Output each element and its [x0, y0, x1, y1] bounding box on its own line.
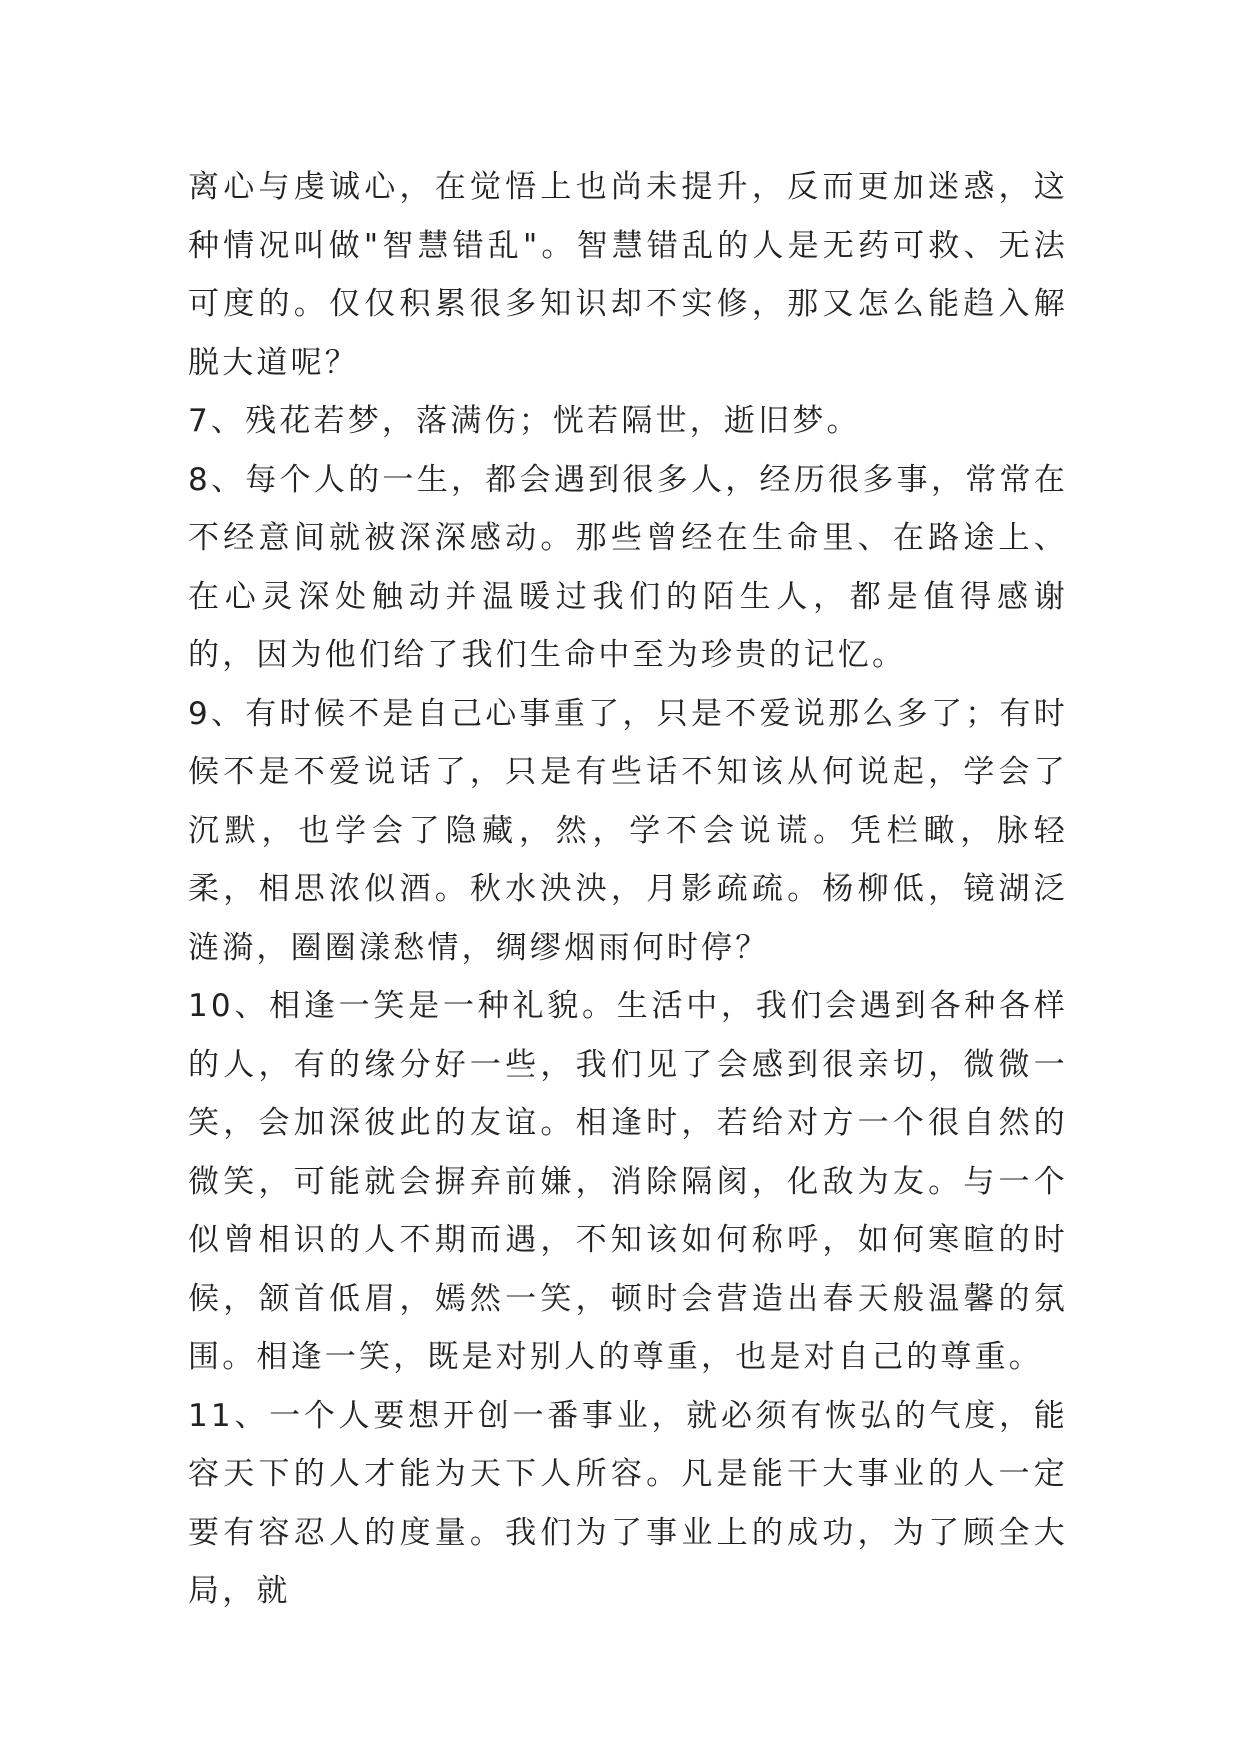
document-body — [188, 158, 1068, 1621]
paragraph-item-10: 10、相逢一笑是一种礼貌。生活中，我们会遇到各种各样的人，有的缘分好一些，我们见了会感到很亲切，微微一笑，会加深彼此的友谊。相逢时，若给对方一个很自然的微笑，可能就会摒弃前嫌，消除隔阂，化敌为友。与一个似曾相识的人不期而遇，不知该如何称呼，如何寒暄的时候，颔首低眉，嫣然一笑，顿时会营造出春天般温馨的氛围。相逢一笑，既是对别人的尊重，也是对自己的尊重。 — [188, 988, 1068, 1375]
paragraph-continued: 离心与虔诚心，在觉悟上也尚未提升，反而更加迷惑，这种情况叫做"智慧错乱"。智慧错乱的人是无药可救、无法可度的。仅仅积累很多知识却不实修，那又怎么能趋入解脱大道呢？ — [188, 169, 1068, 381]
paragraph-item-7: 7、残花若梦，落满伤；恍若隔世，逝旧梦。 — [188, 403, 861, 439]
paragraph-item-11: 11、一个人要想开创一番事业，就必须有恢弘的气度，能容天下的人才能为天下人所容。凡是能干大事业的人一定要有容忍人的度量。我们为了事业上的成功，为了顾全大局，就 — [188, 1397, 1068, 1609]
paragraph-item-8: 8、每个人的一生，都会遇到很多人，经历很多事，常常在不经意间就被深深感动。那些曾经在生命里、在路途上、在心灵深处触动并温暖过我们的陌生人，都是值得感谢的，因为他们给了我们生命中至为珍贵的记忆。 — [188, 461, 1068, 673]
paragraph-item-9: 9、有时候不是自己心事重了，只是不爱说那么多了；有时候不是不爱说话了，只是有些话不知该从何说起，学会了沉默，也学会了隐藏，然，学不会说谎。凭栏瞰，脉轻柔，相思浓似酒。秋水泱泱，月影疏疏。杨柳低，镜湖泛涟漪，圈圈漾愁情，绸缪烟雨何时停？ — [188, 695, 1068, 966]
